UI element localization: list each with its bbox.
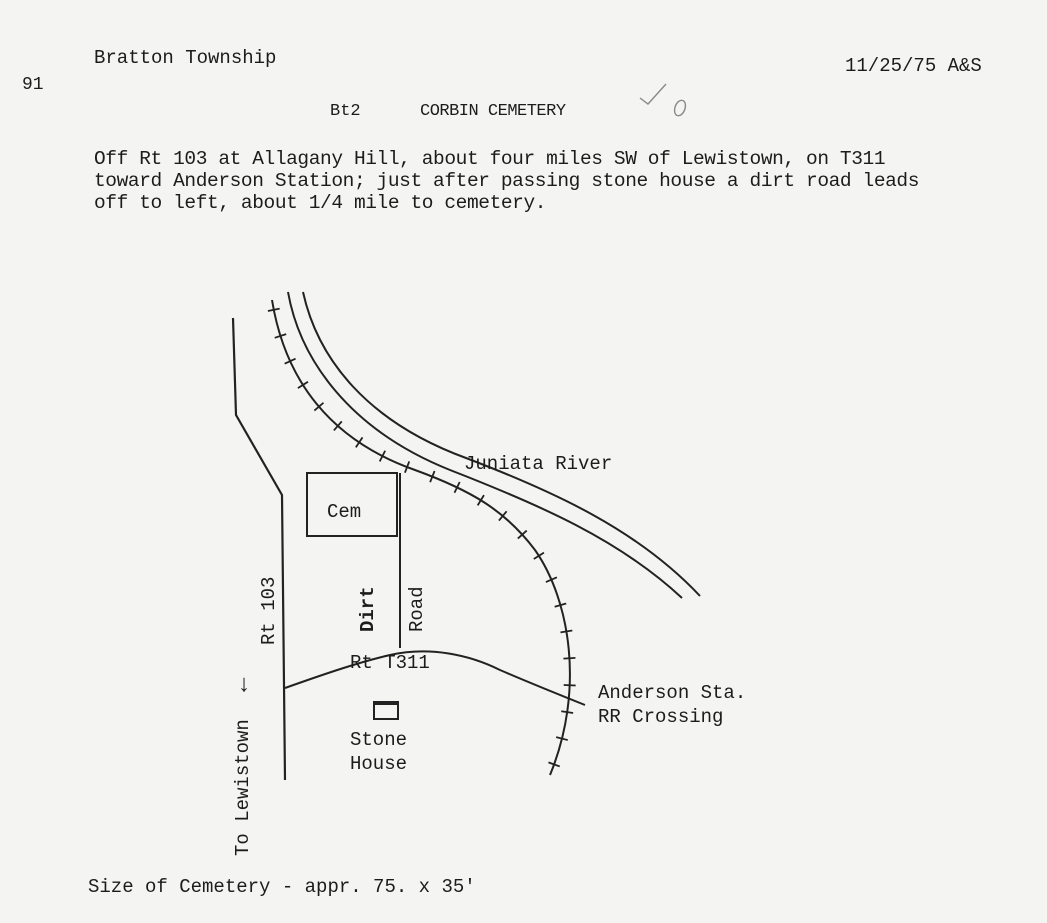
railroad-track xyxy=(272,300,570,775)
railroad-tie xyxy=(298,382,308,388)
route-t311-label: Rt T311 xyxy=(350,652,430,674)
railroad-tie xyxy=(356,437,363,447)
record-date: 11/25/75 A&S xyxy=(845,55,982,77)
route-t311-road xyxy=(285,651,585,705)
juniata-river xyxy=(288,292,700,598)
railroad-ties xyxy=(268,309,576,767)
railroad-tie xyxy=(534,553,544,559)
to-lewistown-label: To Lewistown xyxy=(232,719,254,856)
cemetery-size: Size of Cemetery - appr. 75. x 35' xyxy=(88,876,476,898)
township-heading: Bratton Township xyxy=(94,47,277,69)
rr-crossing-label: RR Crossing xyxy=(598,706,724,728)
cemetery-title: CORBIN CEMETERY xyxy=(420,102,566,121)
cemetery-code: Bt2 xyxy=(330,102,361,121)
road-label: Road xyxy=(406,586,428,632)
route-103-label: Rt 103 xyxy=(258,576,280,645)
railroad-tie xyxy=(563,658,575,659)
page-number: 91 xyxy=(22,75,44,95)
arrow-left-icon: ← xyxy=(229,677,256,692)
anderson-station-label: Anderson Sta. xyxy=(598,682,747,704)
route-103-road xyxy=(233,318,285,780)
check-mark-icon xyxy=(640,84,687,117)
cemetery-label: Cem xyxy=(327,501,362,523)
river-label: Juniata River xyxy=(464,453,613,475)
railroad-tie xyxy=(560,630,572,632)
railroad-tie xyxy=(564,685,576,686)
railroad-tie xyxy=(561,711,573,713)
stone-label: Stone xyxy=(350,729,408,751)
railroad-tie xyxy=(268,309,280,311)
railroad-tie xyxy=(478,495,484,505)
house-label: House xyxy=(350,753,408,775)
stone-house-icon xyxy=(374,702,398,719)
directions-text: Off Rt 103 at Allagany Hill, about four miles SW of Lewistown, on T311 toward Anderson Station; just after passing stone house a dirt road leads off to left, about 1/4 mile to cemetery. xyxy=(94,148,920,214)
dirt-label: Dirt xyxy=(357,586,379,632)
